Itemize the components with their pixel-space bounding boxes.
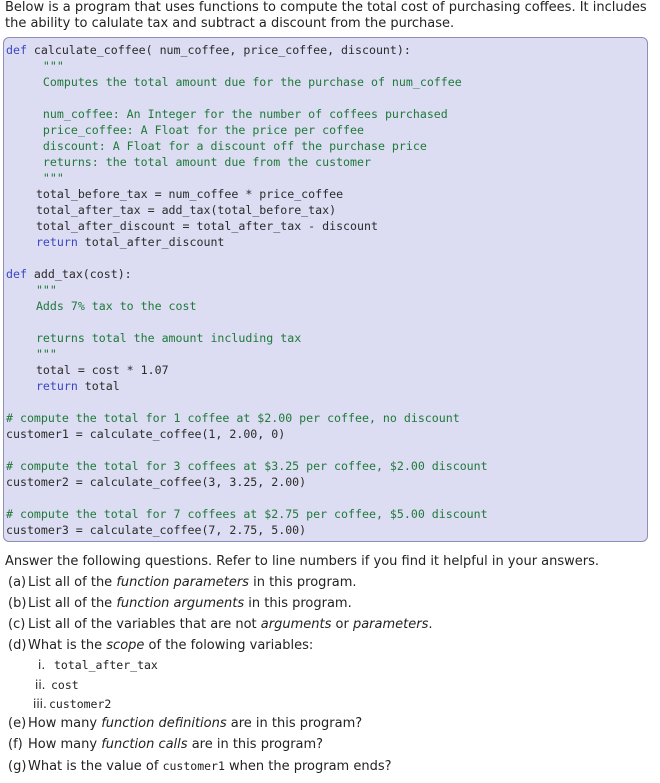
code-comment-customer1: # compute the total for 1 coffee at $2.00 per coffee, no discount [6,411,460,425]
question-d-iii: iii. customer2 [33,697,112,711]
def-keyword: def [6,43,27,57]
code-listing [3,37,648,542]
question-g: (g) What is the value of customer1 when the program ends? [8,759,392,774]
question-e: (e) How many function definitions are in this program? [8,716,363,731]
return-keyword: return [15,379,78,393]
question-d-ii: ii. cost [35,678,79,692]
questions-intro: Answer the following questions. Refer to line numbers if you find it helpful in your answers. [5,554,600,569]
code-line-12: total_after_discount = total_after_tax - discount [15,219,378,233]
code-line-15: def add_tax(cost): [6,267,132,281]
question-c: (c) List all of the variables that are not arguments or parameters. [8,617,433,632]
code-line-3: Computes the total amount due for the purchase of num_coffee [15,75,462,89]
code-line-9: """ [15,171,64,185]
code-line-1: def calculate_coffee( num_coffee, price_coffee, discount): [6,43,411,57]
code-line-11: total_after_tax = add_tax(total_before_tax) [15,203,337,217]
code-comment-customer2: # compute the total for 3 coffees at $3.25 per coffee, $2.00 discount [6,459,488,473]
code-line-customer1: customer1 = calculate_coffee(1, 2.00, 0) [6,427,286,441]
code-line-22: return total [15,379,120,393]
question-f: (f) How many function calls are in this program? [8,737,324,752]
code-line-10: total_before_tax = num_coffee * price_coffee [15,187,344,201]
def-keyword: def [6,267,27,281]
code-comment-customer3: # compute the total for 7 coffees at $2.75 per coffee, $5.00 discount [6,507,488,521]
code-line-customer3: customer3 = calculate_coffee(7, 2.75, 5.00) [6,523,307,537]
code-line-13: return total_after_discount [15,235,225,249]
code-line-6: price_coffee: A Float for the price per coffee [15,123,365,137]
intro-paragraph: Below is a program that uses functions to compute the total cost of purchasing coffees. It includes the ability to calulate tax and subtract a discount from the purchase. [5,0,647,31]
code-line-19: returns total the amount including tax [15,331,302,345]
code-line-customer2: customer2 = calculate_coffee(3, 3.25, 2.00) [6,475,307,489]
code-line-21: total = cost * 1.07 [15,363,169,377]
code-line-16: """ [15,283,57,297]
code-line-2: """ [15,59,64,73]
question-b: (b) List all of the function arguments in this program. [8,596,352,611]
code-line-5: num_coffee: An Integer for the number of coffees purchased [15,107,448,121]
code-line-20: """ [15,347,57,361]
question-d-i: i. total_after_tax [38,658,158,672]
question-a: (a) List all of the function parameters in this program. [8,575,357,590]
code-line-8: returns: the total amount due from the customer [15,155,371,169]
question-d: (d) What is the scope of the folowing variables: [8,638,314,653]
code-line-7: discount: A Float for a discount off the purchase price [15,139,427,153]
return-keyword: return [15,235,78,249]
code-line-17: Adds 7% tax to the cost [15,299,197,313]
